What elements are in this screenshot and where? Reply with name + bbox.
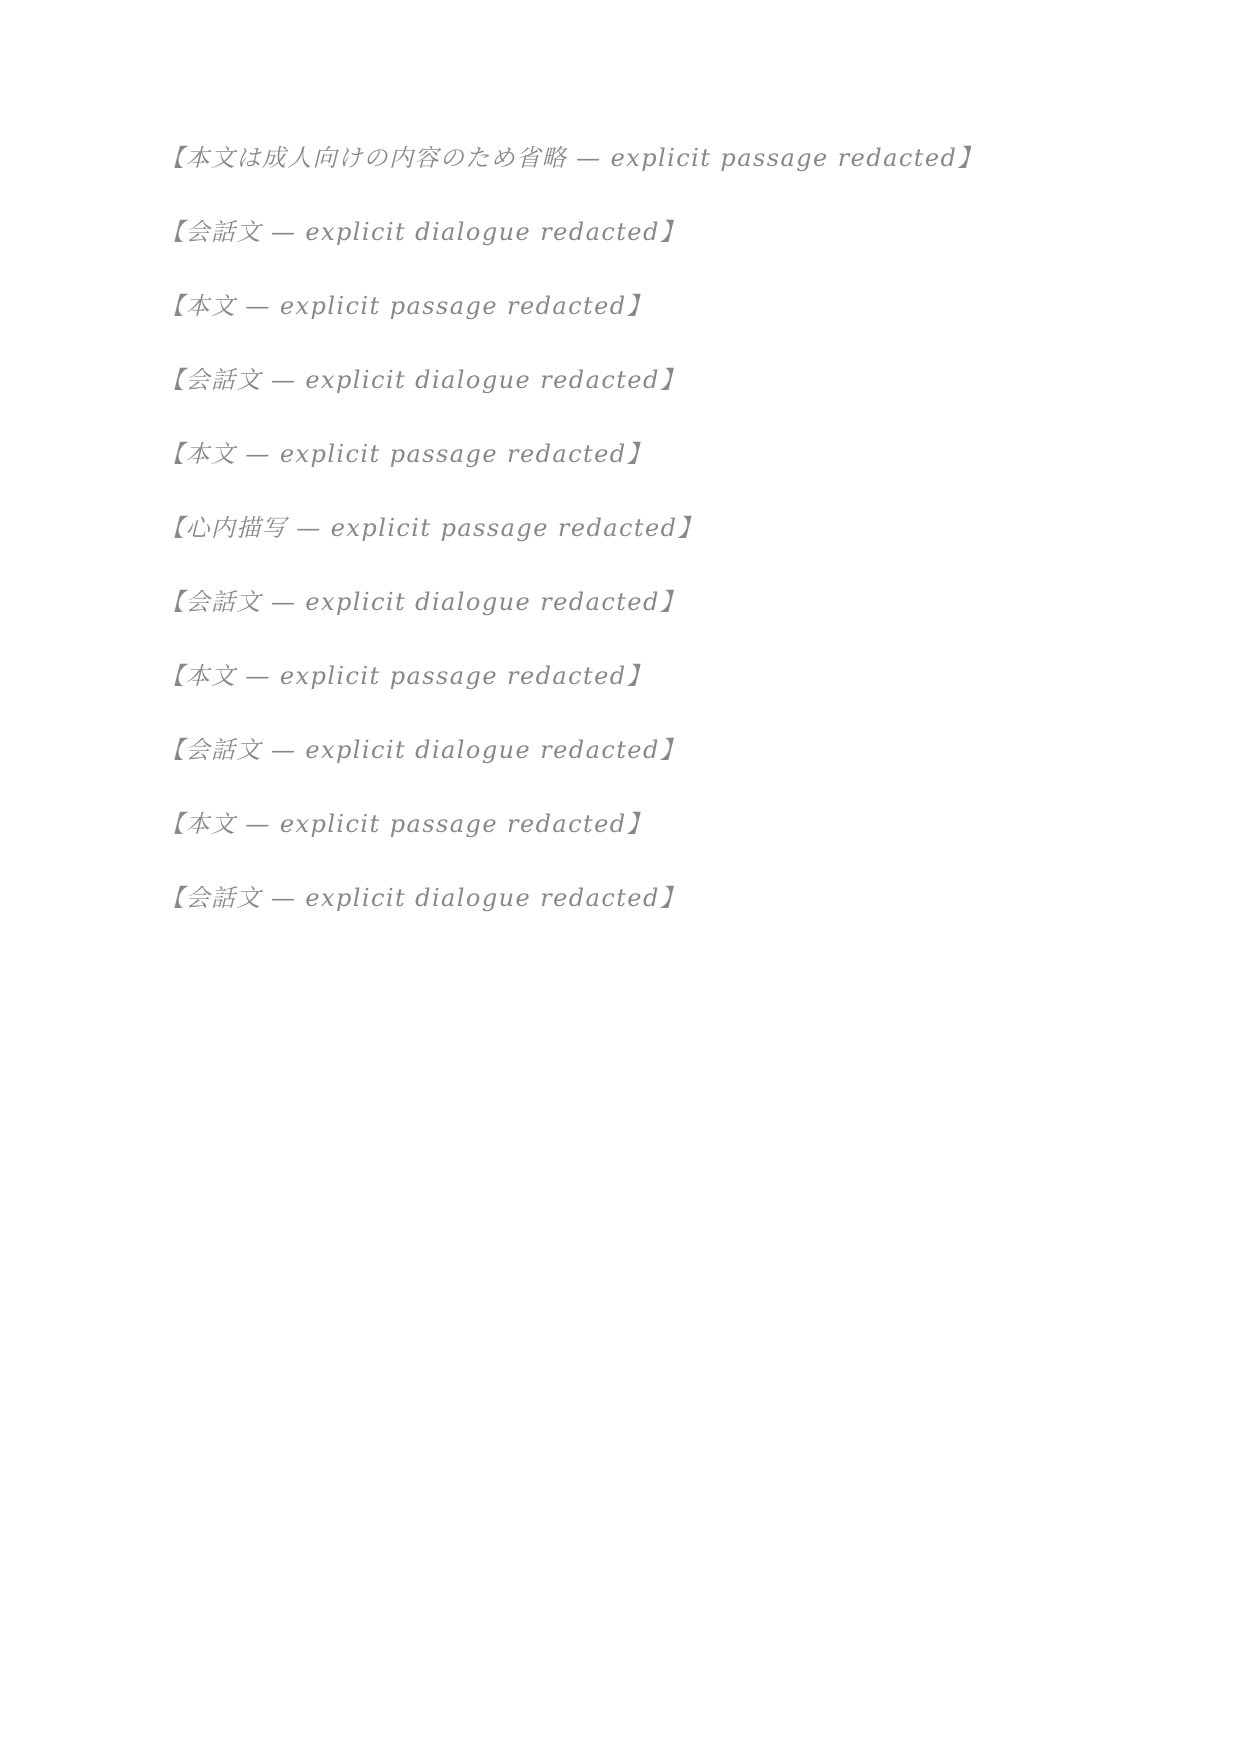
document-body <box>160 140 1081 917</box>
paragraph: 【会話文 — explicit dialogue redacted】 <box>160 588 686 616</box>
paragraph: 【心内描写 — explicit passage redacted】 <box>160 514 703 542</box>
paragraph: 【会話文 — explicit dialogue redacted】 <box>160 218 686 246</box>
paragraph: 【本文 — explicit passage redacted】 <box>160 440 652 468</box>
paragraph: 【本文 — explicit passage redacted】 <box>160 810 652 838</box>
paragraph: 【会話文 — explicit dialogue redacted】 <box>160 736 686 764</box>
paragraph: 【本文は成人向けの内容のため省略 — explicit passage redacted】 <box>160 144 983 172</box>
paragraph: 【会話文 — explicit dialogue redacted】 <box>160 366 686 394</box>
paragraph: 【本文 — explicit passage redacted】 <box>160 662 652 690</box>
paragraph: 【会話文 — explicit dialogue redacted】 <box>160 884 686 912</box>
paragraph: 【本文 — explicit passage redacted】 <box>160 292 652 320</box>
